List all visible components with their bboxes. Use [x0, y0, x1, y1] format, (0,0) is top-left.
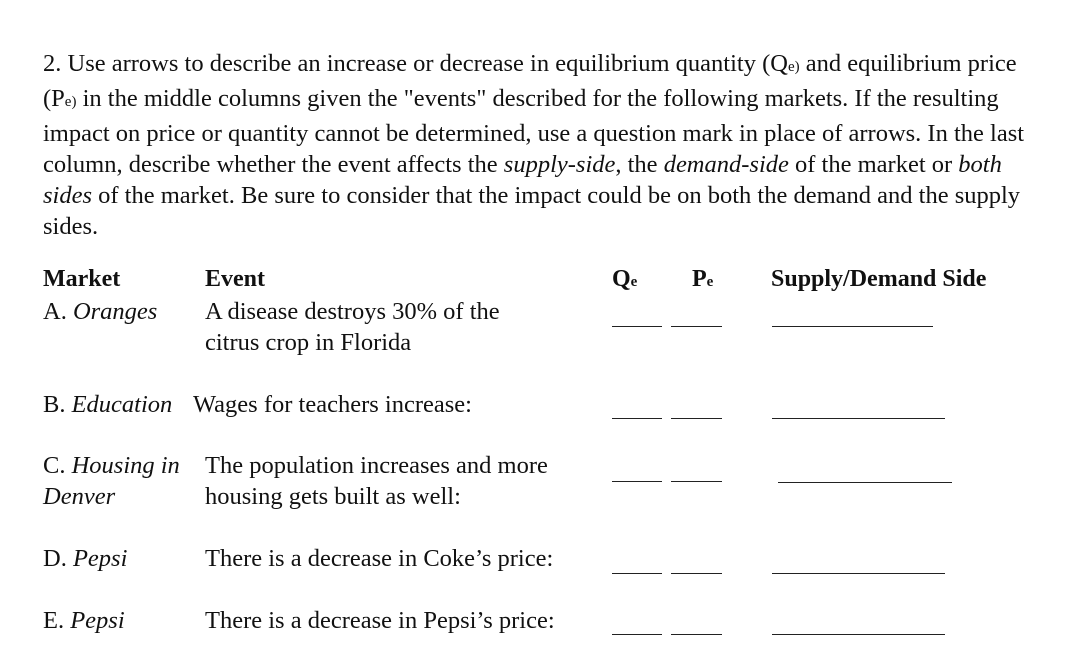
row-c-event-line1: The population increases and more — [205, 452, 548, 479]
row-e-event-line1: There is a decrease in Pepsi’s price: — [205, 607, 555, 634]
question-text: 2. Use arrows to describe an increase or decrease in equilibrium quantity (Qe) and equilibrium price (Pe) in the middle columns given the "events" described for the following markets. If the resulting impact on price or quantity cannot be determined, use a question mark in place of arrows. In the last column, describe whether the event affects the supply-side, the demand-side of the market or both sides of the market. Be sure to consider that the impact could be on both the demand and the supply sides. — [43, 50, 1025, 240]
row-c-market-line2: Denver — [43, 483, 116, 510]
row-e-pe-blank[interactable] — [671, 634, 722, 635]
row-b-event-line1: Wages for teachers increase: — [193, 391, 472, 418]
row-a-event-line2: citrus crop in Florida — [205, 329, 412, 356]
row-b-qe-blank[interactable] — [612, 418, 662, 419]
row-e-qe-blank[interactable] — [612, 634, 662, 635]
row-d-pe-blank[interactable] — [671, 573, 722, 574]
header-event: Event — [205, 266, 265, 292]
header-side: Supply/Demand Side — [771, 266, 987, 292]
header-qe: Qe — [612, 266, 638, 292]
row-e-side-blank[interactable] — [772, 634, 945, 635]
row-e-market: E. Pepsi — [43, 607, 125, 634]
row-a-pe-blank[interactable] — [671, 326, 722, 327]
row-b-pe-blank[interactable] — [671, 418, 722, 419]
row-a-market: A. Oranges — [43, 298, 158, 325]
row-c-qe-blank[interactable] — [612, 481, 662, 482]
row-a-qe-blank[interactable] — [612, 326, 662, 327]
row-c-event-line2: housing gets built as well: — [205, 483, 461, 510]
row-d-side-blank[interactable] — [772, 573, 945, 574]
row-c-pe-blank[interactable] — [671, 481, 722, 482]
row-c-side-blank[interactable] — [778, 482, 952, 483]
row-d-qe-blank[interactable] — [612, 573, 662, 574]
row-b-side-blank[interactable] — [772, 418, 945, 419]
row-d-market: D. Pepsi — [43, 545, 128, 572]
row-a-event-line1: A disease destroys 30% of the — [205, 298, 500, 325]
header-market: Market — [43, 266, 121, 292]
row-c-market: C. Housing in — [43, 452, 180, 479]
header-pe: Pe — [692, 266, 714, 292]
row-a-side-blank[interactable] — [772, 326, 933, 327]
row-d-event-line1: There is a decrease in Coke’s price: — [205, 545, 554, 572]
row-b-market: B. Education — [43, 391, 173, 418]
